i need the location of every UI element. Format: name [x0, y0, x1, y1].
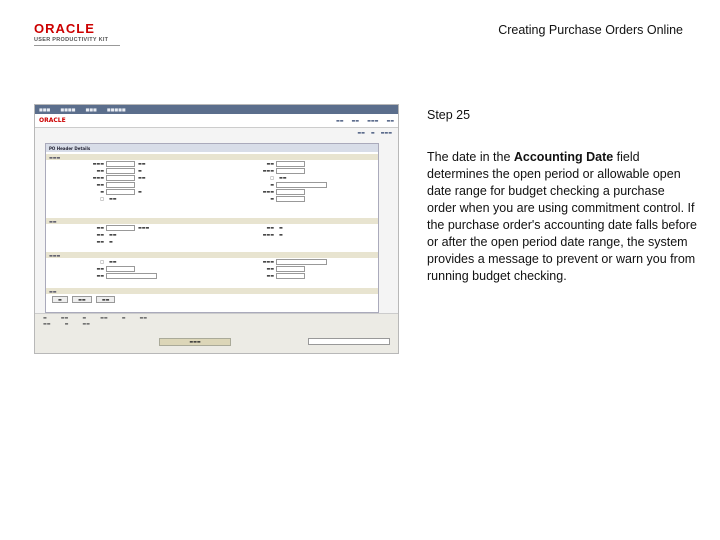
- step-description: [427, 149, 697, 285]
- screenshot-nav-bar: ■■■ ■■■■ ■■■ ■■■■■: [35, 105, 398, 114]
- page-header-title: Creating Purchase Orders Online: [498, 23, 683, 37]
- screenshot-bottom-area: ▬ ▬▬ ▬ ▬▬ ▬ ▬▬ ▬▬ ▬ ▬▬ ▬▬▬: [35, 313, 398, 354]
- screenshot-button: ▬▬▬: [159, 338, 231, 346]
- po-header-panel: PO Header Details ▬▬▬ ▬▬▬ ▬▬ ▬▬ ▬ ▬▬▬ ▬▬ ▬▬ ▬ ▬ □ ▬▬ ▬▬ ▬▬▬ □ ▬▬ ▬ ▬▬▬ ▬ ▬▬ ▬▬ ▬▬▬ ▬▬ ▬▬ ▬▬ ▬ ▬▬ ▬ ▬▬▬ ▬ ▬▬▬ □ ▬▬ ▬▬ ▬▬ ▬▬▬ ▬▬ ▬▬ ▬▬ ▬ ▬▬ ▬▬: [45, 143, 379, 313]
- screenshot-button: ▬▬: [96, 296, 116, 303]
- po-header-panel-title: PO Header Details: [46, 144, 378, 152]
- screenshot-brand: ORACLE: [39, 117, 66, 124]
- step-label: Step 25: [427, 108, 471, 122]
- application-screenshot: [34, 104, 399, 354]
- logo-underline: [34, 45, 120, 46]
- screenshot-button: ▬▬: [72, 296, 92, 303]
- screenshot-button: ▬: [52, 296, 68, 303]
- field-name-highlight: Accounting Date: [513, 150, 614, 164]
- screenshot-toolbar: ▬▬ ▬ ▬▬▬: [357, 130, 392, 135]
- logo-subtitle: USER PRODUCTIVITY KIT: [34, 37, 109, 43]
- screenshot-select: [308, 338, 390, 345]
- oracle-upk-logo: [34, 22, 124, 48]
- step-text-before: The date in the: [427, 150, 514, 164]
- logo-word: ORACLE: [34, 21, 95, 36]
- screenshot-brand-row: ORACLE ▬▬ ▬▬ ▬▬▬ ▬▬: [35, 114, 398, 128]
- step-text-after: field determines the open period or allowable open date range for budget checking a purchase order when you are using commitment control. If the purchase order's accounting date falls before or after the open period date range, the system provides a message to prevent or warn you from running budget checking.: [427, 150, 697, 283]
- screenshot-section: ▬▬▬: [46, 154, 378, 160]
